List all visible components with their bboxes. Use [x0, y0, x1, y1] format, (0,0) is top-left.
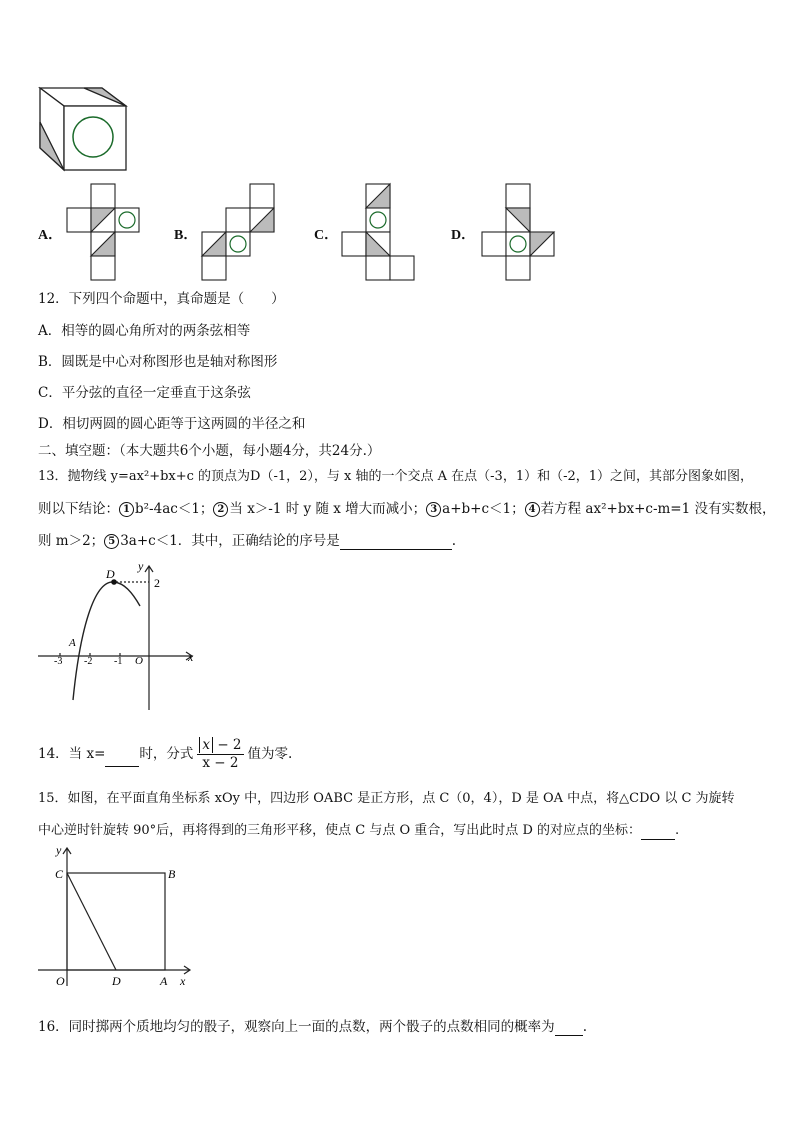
q14-post: 值为零.: [247, 746, 293, 762]
q13-parabola-graph: [36, 560, 200, 716]
graph15-label-B: B: [168, 867, 176, 881]
q13-line2-lead: 则以下结论：: [38, 501, 119, 517]
circled-number-3: 3: [426, 502, 441, 517]
graph15-label-C: C: [55, 867, 64, 881]
circled-number-5: 5: [104, 534, 119, 549]
q13-line3: [38, 532, 456, 550]
graph15-label-x: x: [180, 974, 186, 988]
circled-number-2: 2: [213, 502, 228, 517]
q13-conclusion-5: 3a+c＜1．其中，正确结论的序号是: [120, 533, 340, 549]
q12-option-a: A．相等的圆心角所对的两条弦相等: [38, 323, 251, 339]
graph13-tick-neg3: -3: [54, 656, 63, 667]
graph13-label-x: x: [188, 650, 194, 664]
graph13-tick-neg1: -1: [114, 656, 123, 667]
q14-denominator: x − 2: [202, 755, 239, 771]
q16-end: .: [582, 1019, 587, 1035]
q15-line2: [38, 822, 679, 840]
net-option-b: [200, 182, 280, 284]
q16-text: 16．同时掷两个质地均匀的骰子，观察向上一面的点数，两个骰子的点数相同的概率为: [38, 1019, 555, 1035]
graph15-label-A: A: [160, 974, 168, 988]
net-option-a: [64, 182, 146, 284]
q15-line2-end: .: [675, 823, 680, 838]
q13-line1: 13．抛物线 y=ax²+bx+c 的顶点为D（-1，2），与 x 轴的一个交点 A 在点（-3，1）和（-2，1）之间，其部分图象如图，: [38, 469, 754, 484]
graph15-label-y: y: [56, 844, 62, 857]
q14-line: [38, 734, 292, 774]
option-b-label: B．: [174, 228, 198, 243]
option-c-label: C．: [314, 228, 339, 243]
q15-answer-blank[interactable]: [641, 825, 675, 840]
q12-option-b: B．圆既是中心对称图形也是轴对称图形: [38, 354, 278, 370]
q14-numerator-rest: − 2: [217, 737, 242, 753]
q15-line2-text: 中心逆时针旋转 90°后，再将得到的三角形平移，使点 C 与点 O 重合，写出此时点 D 的对应点的坐标：: [38, 823, 641, 838]
q13-conclusion-2: 当 x＞-1 时 y 随 x 增大而减小；: [229, 501, 427, 517]
net-option-c: [340, 182, 420, 284]
q14-numerator-abs: x: [199, 737, 213, 753]
option-a-label: A．: [38, 228, 63, 243]
q13-answer-blank[interactable]: [340, 535, 452, 550]
q14-pre: 14．当 x=: [38, 746, 106, 762]
q16-answer-blank[interactable]: [555, 1021, 583, 1036]
net-option-d: [478, 182, 558, 284]
q13-line3-lead: 则 m＞2；: [38, 533, 105, 549]
cube-figure: [36, 82, 130, 174]
graph13-label-A: A: [69, 637, 76, 649]
q13-conclusion-3: a+b+c＜1；: [442, 501, 525, 517]
circled-number-1: 1: [119, 502, 134, 517]
q12-option-c: C．平分弦的直径一定垂直于这条弦: [38, 385, 251, 401]
graph13-label-D: D: [106, 567, 115, 581]
q14-fraction: [197, 737, 243, 772]
graph15-label-O: O: [56, 974, 65, 988]
q15-line1: 15．如图，在平面直角坐标系 xOy 中，四边形 OABC 是正方形，点 C（0，4），D 是 OA 中点，将△CDO 以 C 为旋转: [38, 791, 735, 806]
q14-mid: 时，分式: [139, 746, 194, 762]
circled-number-4: 4: [525, 502, 540, 517]
q12-stem: 12．下列四个命题中，真命题是（ ）: [38, 291, 285, 307]
q12-option-d: D．相切两圆的圆心距等于这两圆的半径之和: [38, 416, 306, 432]
q13-line3-end: .: [451, 533, 457, 549]
graph13-label-2: 2: [154, 576, 160, 590]
graph13-label-y: y: [138, 560, 144, 573]
option-d-label: D．: [451, 228, 476, 243]
graph15-label-D: D: [112, 974, 121, 988]
q13-conclusion-1: b²-4ac＜1；: [135, 501, 214, 517]
q13-conclusion-4: 若方程 ax²+bx+c-m=1 没有实数根，: [540, 501, 776, 517]
q14-answer-blank[interactable]: [105, 742, 139, 767]
graph13-label-O: O: [135, 655, 143, 667]
graph13-tick-neg2: -2: [84, 656, 93, 667]
q15-square-graph: [36, 844, 200, 994]
section-2-heading: 二、填空题：（本大题共6个小题，每小题4分，共24分.）: [38, 443, 381, 459]
q16-line: [38, 1018, 587, 1036]
q13-line2: [38, 500, 776, 518]
